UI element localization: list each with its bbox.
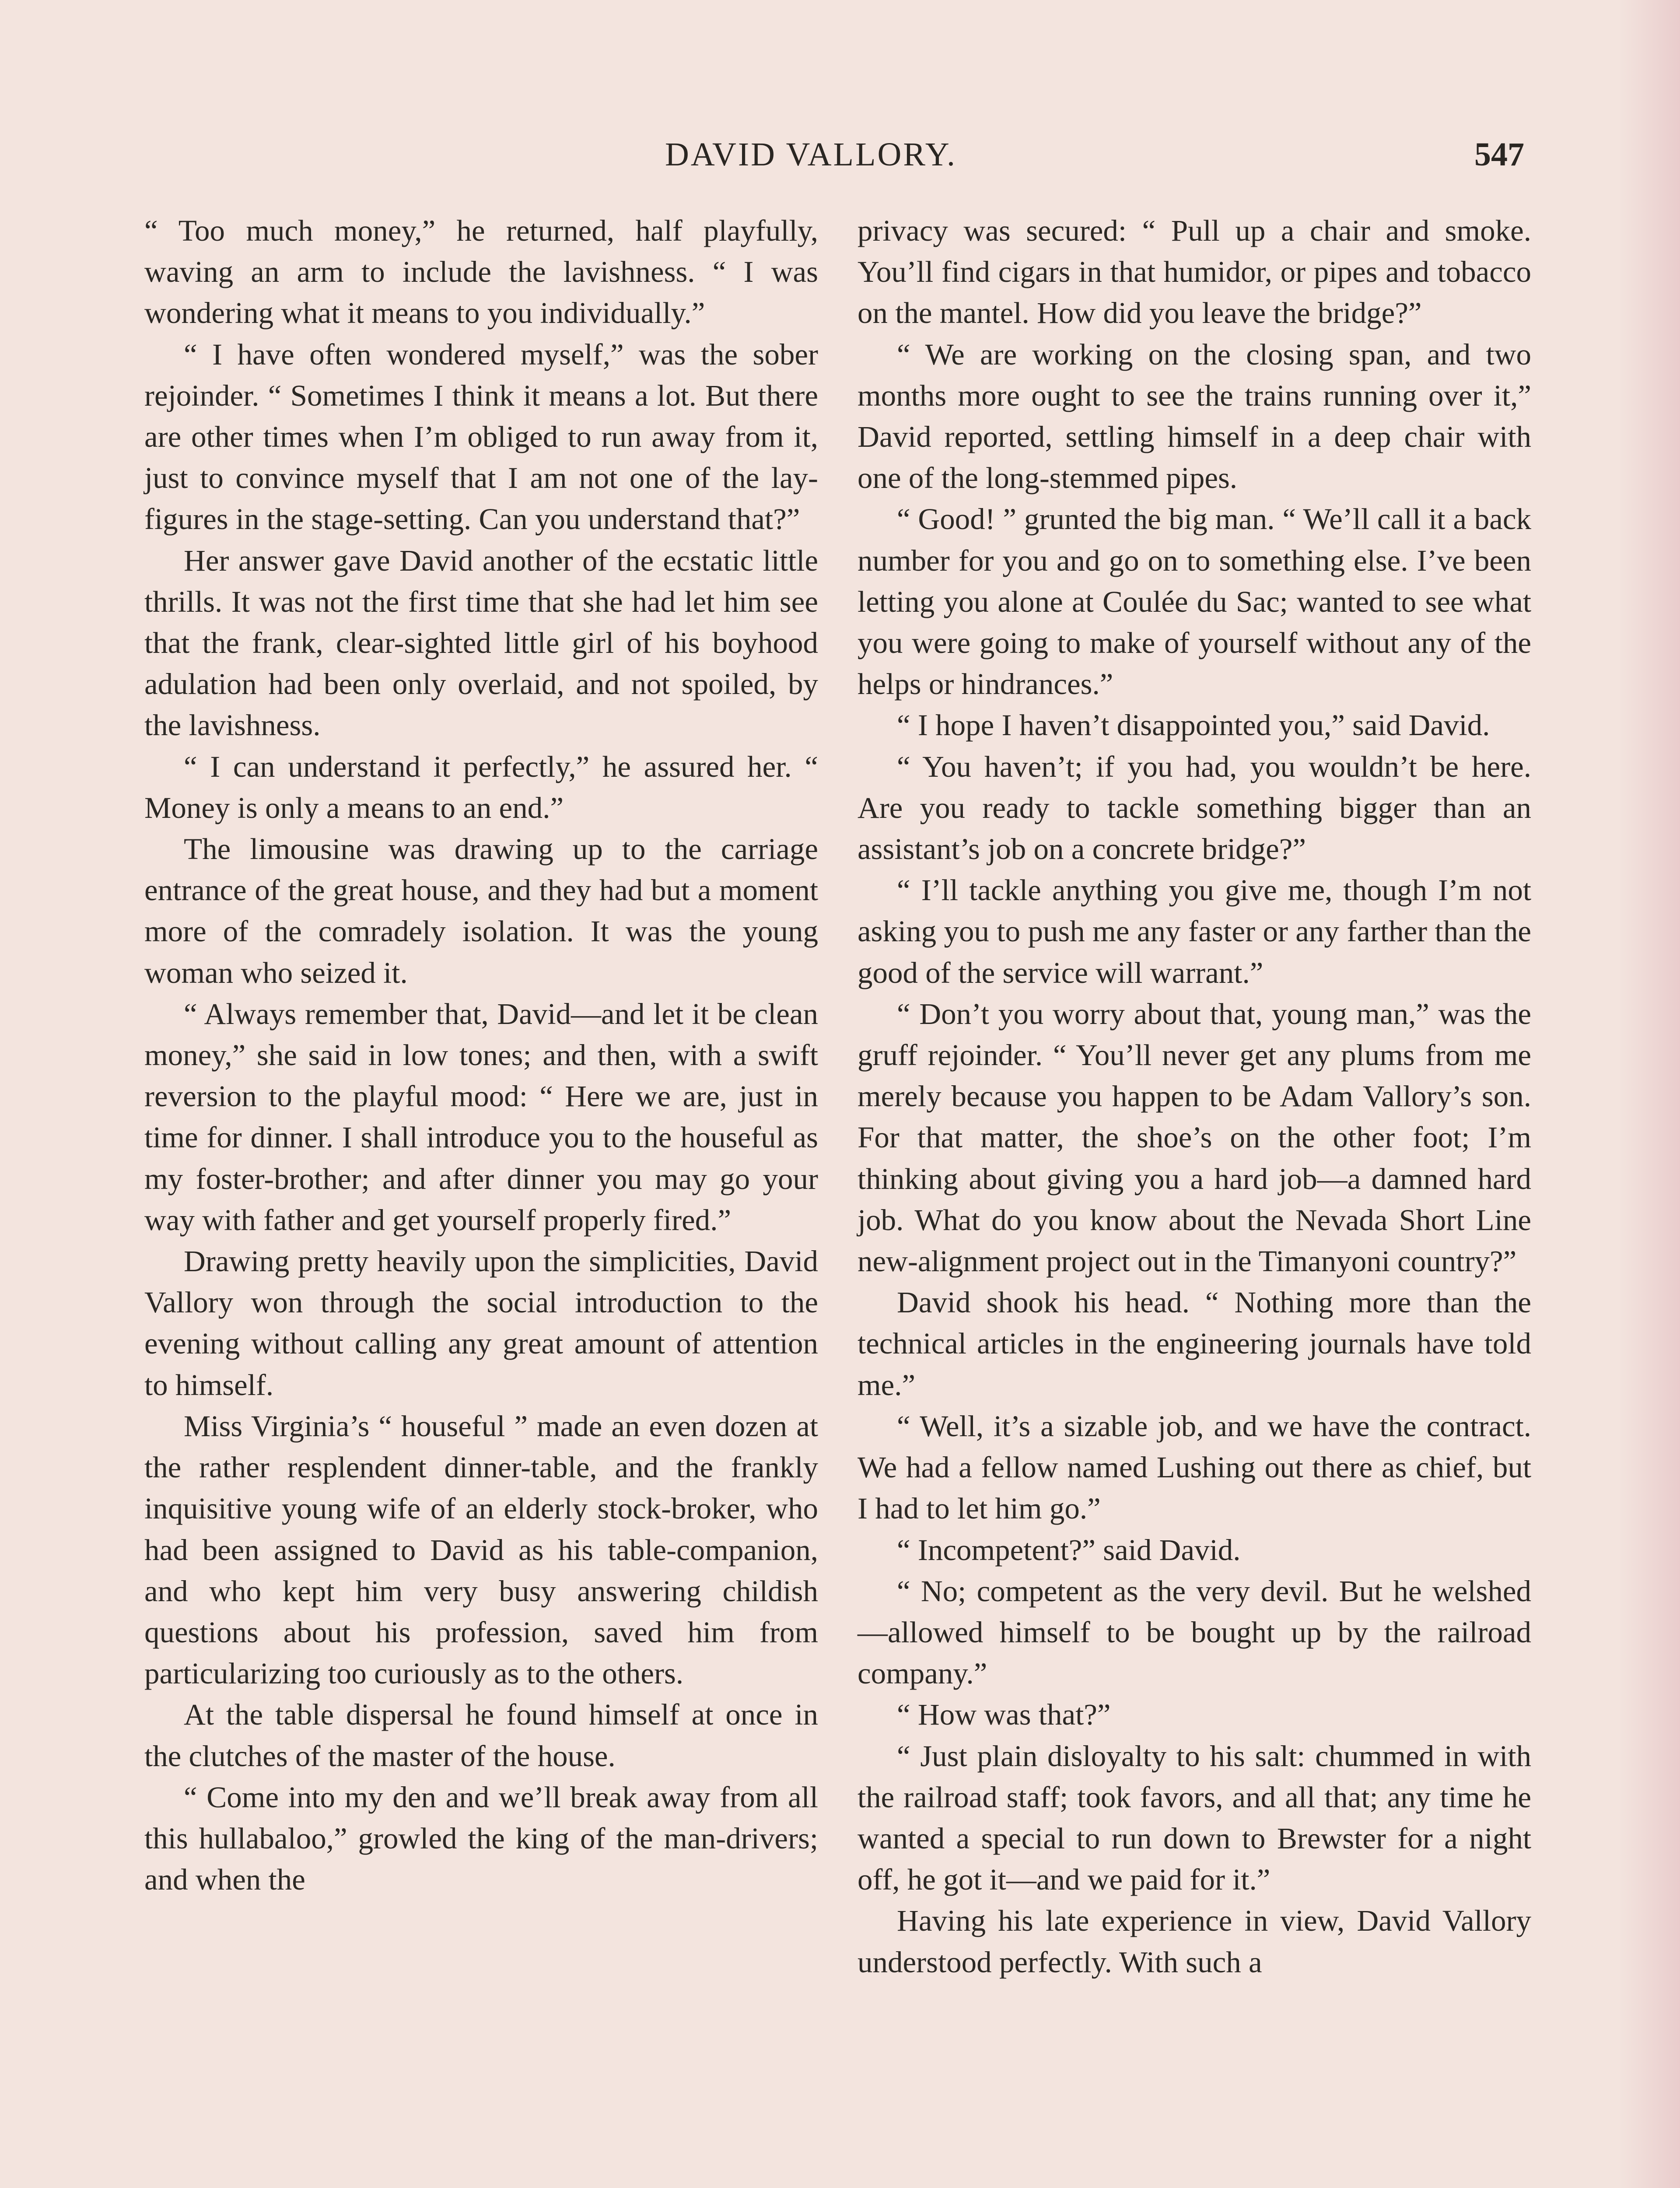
paragraph: The limousine was drawing up to the carriage entrance of the great house, and they had but a moment more of the comradely isolation. It was the young woman who seized it.: [144, 832, 818, 989]
paragraph: Having his late experience in view, David Vallory understood perfectly. With such a: [858, 1904, 1531, 1979]
paragraph: David shook his head. “ Nothing more than the technical articles in the engineering journals have told me.”: [858, 1286, 1531, 1402]
paragraph: privacy was secured: “ Pull up a chair and smoke. You’ll find cigars in that humidor, or pipes and tobacco on the mantel. How did you leave the bridge?”: [858, 214, 1531, 330]
paragraph: “ How was that?”: [897, 1698, 1111, 1732]
paragraph: At the table dispersal he found himself at once in the clutches of the master of the house.: [144, 1698, 818, 1773]
paragraph: “ Too much money,” he returned, half playfully, waving an arm to include the lavishness. “ I was wondering what it means to you individually.”: [144, 214, 818, 330]
paragraph: Her answer gave David another of the ecstatic little thrills. It was not the first time that she had let him see that the frank, clear-sighted little girl of his boyhood adulation had been only overlaid, and not spoiled, by the lavishness.: [144, 543, 818, 742]
paragraph: “ We are working on the closing span, and two months more ought to see the trains running over it,” David reported, settling himself in a deep chair with one of the long-stemmed pipes.: [858, 337, 1531, 495]
paragraph: “ No; competent as the very devil. But he welshed—allowed himself to be bought up by the railroad company.”: [858, 1574, 1531, 1690]
paragraph: Drawing pretty heavily upon the simplicities, David Vallory won through the social introduction to the evening without calling any great amount of attention to himself.: [144, 1245, 818, 1402]
paragraph: “ Come into my den and we’ll break away from all this hullabaloo,” growled the king of the man-drivers; and when the: [144, 1780, 818, 1897]
running-title: DAVID VALLORY.: [665, 136, 957, 173]
paragraph: “ I have often wondered myself,” was the sober rejoinder. “ Sometimes I think it means a lot. But there are other times when I’m obliged to run away from it, just to convince myself that I am not one of the lay-figures in the stage-setting. Can you understand that?”: [144, 337, 818, 536]
right-text-column: [858, 210, 1531, 2188]
paragraph: “ I’ll tackle anything you give me, though I’m not asking you to push me any faster or any farther than the good of the service will warrant.”: [858, 873, 1531, 989]
paragraph: “ Incompetent?” said David.: [897, 1533, 1241, 1567]
paragraph: “ Don’t you worry about that, young man,” was the gruff rejoinder. “ You’ll never get any plums from me merely because you happen to be Adam Vallory’s son. For that matter, the shoe’s on the other foot; I’m thinking about giving you a hard job—a damned hard job. What do you know about the Nevada Short Line new-alignment project out in the Timanyoni country?”: [858, 997, 1531, 1278]
paragraph: “ Good! ” grunted the big man. “ We’ll call it a back number for you and go on to something else. I’ve been letting you alone at Coulée du Sac; wanted to see what you were going to make of yourself without any of the helps or hindrances.”: [858, 502, 1531, 701]
paragraph: Miss Virginia’s “ houseful ” made an even dozen at the rather resplendent dinner-table, and the frankly inquisitive young wife of an elderly stock-broker, who had been assigned to David as his table-companion, and who kept him very busy answering childish questions about his profession, saved him from particularizing too curiously as to the others.: [144, 1409, 818, 1690]
paragraph: “ Just plain disloyalty to his salt: chummed in with the railroad staff; took favors, and all that; any time he wanted a special to run down to Brewster for a night off, he got it—and we paid for it.”: [858, 1739, 1531, 1897]
paragraph: “ I can understand it perfectly,” he assured her. “ Money is only a means to an end.”: [144, 750, 818, 824]
page-edge-stain: [1619, 0, 1680, 2188]
running-head: [0, 136, 1680, 184]
paragraph: “ Always remember that, David—and let it be clean money,” she said in low tones; and then, with a swift reversion to the playful mood: “ Here we are, just in time for dinner. I shall introduce you to the houseful as my foster-brother; and after dinner you may go your way with father and get yourself properly fired.”: [144, 997, 818, 1237]
paragraph: “ You haven’t; if you had, you wouldn’t be here. Are you ready to tackle something bigger than an assistant’s job on a concrete bridge?”: [858, 750, 1531, 866]
paragraph: “ I hope I haven’t disappointed you,” said David.: [897, 708, 1490, 742]
page-number: 547: [1474, 136, 1524, 173]
paragraph: “ Well, it’s a sizable job, and we have the contract. We had a fellow named Lushing out there as chief, but I had to let him go.”: [858, 1409, 1531, 1525]
left-text-column: [144, 210, 818, 2188]
